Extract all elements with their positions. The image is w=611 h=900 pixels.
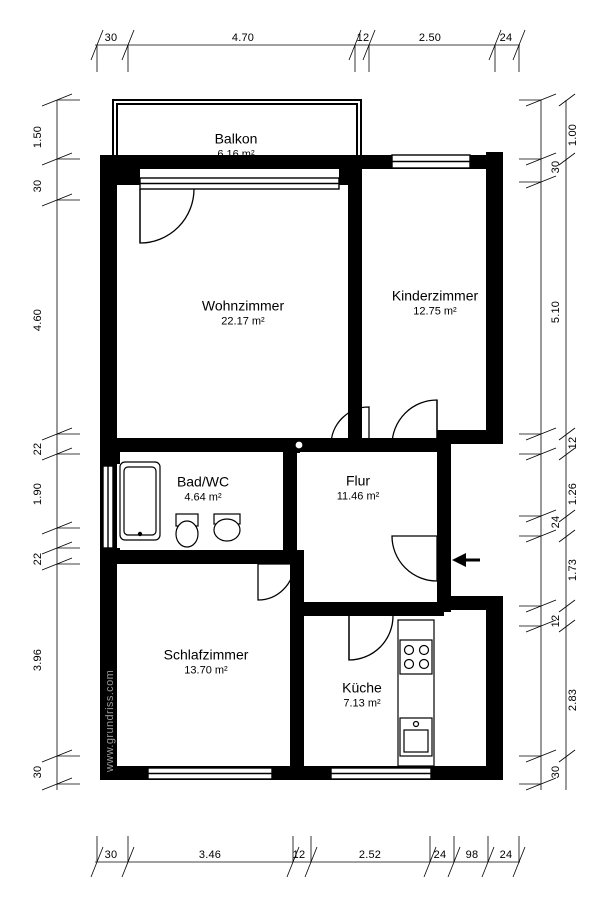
dimension-left-7: 30 — [32, 765, 44, 779]
room-label-wohnzimmer — [202, 297, 284, 328]
room-name: Balkon — [214, 130, 258, 147]
dimension-top-3: 2.50 — [418, 32, 442, 44]
dimension-top-4: 24 — [499, 32, 513, 44]
dimension-right-8: 2.83 — [567, 688, 579, 712]
room-area: 13.70 m² — [184, 664, 228, 677]
dimension-right-7: 12 — [550, 614, 562, 628]
dimension-top-0: 30 — [104, 32, 118, 44]
room-name: Küche — [342, 679, 382, 696]
dimension-left-3: 22 — [32, 442, 44, 456]
room-label-kinderzimmer — [392, 287, 478, 318]
room-label-schlafzimmer — [164, 646, 249, 677]
dimension-bottom-6: 24 — [499, 849, 513, 861]
room-area: 4.64 m² — [184, 491, 222, 504]
room-label-balkon — [215, 130, 258, 161]
dimension-right-5: 1.26 — [567, 482, 579, 506]
dimension-bottom-2: 12 — [292, 849, 306, 861]
dimension-bottom-0: 30 — [104, 849, 118, 861]
room-name: Bad/WC — [176, 473, 230, 490]
dimension-right-0: 30 — [550, 160, 562, 174]
room-area: 6.16 m² — [217, 148, 255, 161]
dimension-left-2: 4.60 — [32, 308, 44, 332]
dimension-right-2: 5.10 — [550, 300, 562, 324]
room-area: 7.13 m² — [343, 697, 381, 710]
room-area: 22.17 m² — [221, 315, 265, 328]
room-name: Schlafzimmer — [163, 646, 249, 663]
room-label-flur — [337, 472, 380, 503]
room-name: Kinderzimmer — [391, 287, 479, 304]
dimension-top-2: 12 — [356, 32, 370, 44]
dimension-left-6: 3.96 — [32, 648, 44, 672]
dimension-left-5: 22 — [32, 552, 44, 566]
watermark: www.grundriss.com — [104, 669, 116, 772]
dimension-right-3: 24 — [550, 515, 562, 529]
dimension-left-0: 1.50 — [32, 125, 44, 149]
dimension-bottom-5: 98 — [465, 849, 479, 861]
dimension-left-4: 1.90 — [32, 482, 44, 506]
dimension-right-6: 1.73 — [567, 558, 579, 582]
dimension-bottom-1: 3.46 — [198, 849, 222, 861]
entrance-arrow — [452, 553, 480, 567]
room-name: Flur — [345, 472, 371, 489]
dimension-bottom-4: 24 — [433, 849, 447, 861]
dimension-bottom-3: 2.52 — [358, 849, 382, 861]
room-area: 11.46 m² — [336, 490, 380, 503]
dimension-right-9: 30 — [550, 765, 562, 779]
room-name: Wohnzimmer — [201, 297, 285, 314]
dimension-top-1: 4.70 — [231, 32, 255, 44]
room-label-kueche — [342, 679, 382, 710]
dimension-left-1: 30 — [32, 179, 44, 193]
dimension-right-1: 1.00 — [567, 123, 579, 147]
room-area: 12.75 m² — [413, 305, 457, 318]
room-label-bad-wc — [177, 473, 229, 504]
dimension-right-4: 12 — [567, 436, 579, 450]
